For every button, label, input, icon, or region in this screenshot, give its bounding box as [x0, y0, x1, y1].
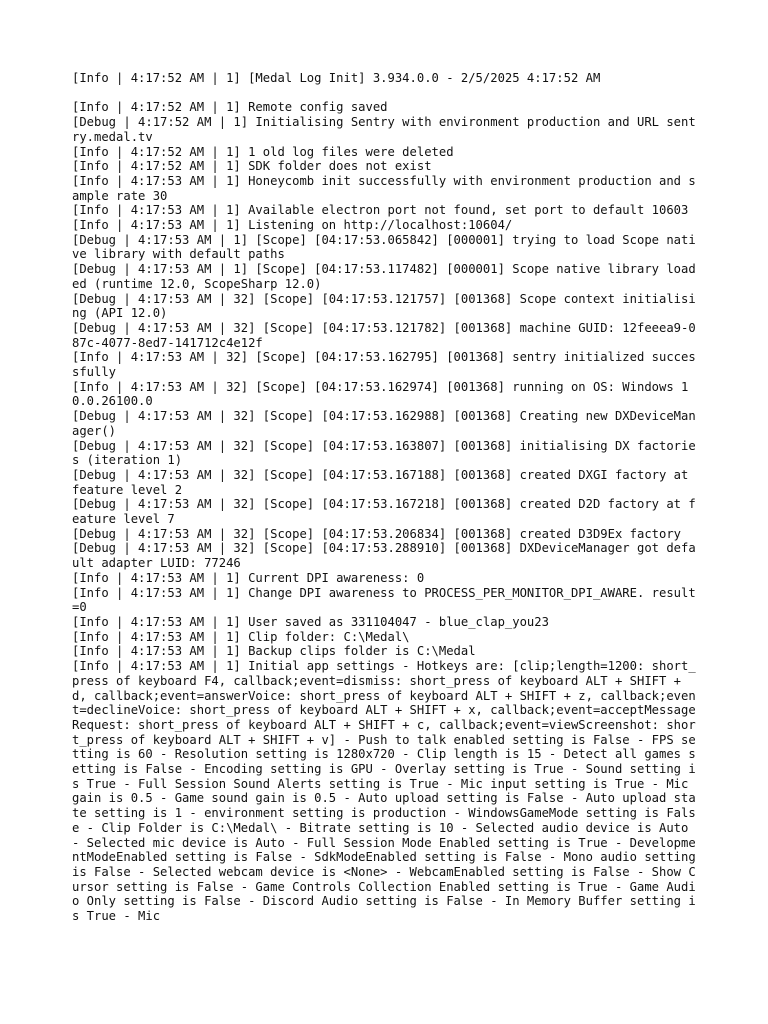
log-line: [Debug | 4:17:53 AM | 32] [Scope] [04:17:53.163807] [001368] initialising DX factories (iteration 1): [72, 438, 696, 468]
log-line: [Info | 4:17:53 AM | 32] [Scope] [04:17:53.162974] [001368] running on OS: Windows 10.0.26100.0: [72, 379, 689, 409]
log-line: [Info | 4:17:53 AM | 1] User saved as 331104047 - blue_clap_you23: [72, 615, 549, 629]
log-line: [Info | 4:17:53 AM | 1] Clip folder: C:\Medal\: [72, 629, 410, 644]
log-line: [Info | 4:17:53 AM | 1] Change DPI awareness to PROCESS_PER_MONITOR_DPI_AWARE. result=0: [72, 585, 696, 615]
log-header-line: [Info | 4:17:52 AM | 1] [Medal Log Init] 3.934.0.0 - 2/5/2025 4:17:52 AM: [72, 71, 601, 85]
log-line: [Debug | 4:17:53 AM | 1] [Scope] [04:17:53.117482] [000001] Scope native library loaded (runtime 12.0, ScopeSharp 12.0): [72, 262, 696, 291]
blank-line: [72, 86, 702, 101]
log-line: [Info | 4:17:52 AM | 1] SDK folder does not exist: [72, 159, 432, 174]
log-line: [Info | 4:17:53 AM | 32] [Scope] [04:17:53.162795] [001368] sentry initialized successfully: [72, 350, 696, 380]
log-line: [Info | 4:17:53 AM | 1] Listening on http://localhost:10604/: [72, 218, 513, 233]
log-line: [Info | 4:17:53 AM | 1] Current DPI awareness: 0: [72, 570, 425, 585]
log-line: [Debug | 4:17:53 AM | 32] [Scope] [04:17:53.121757] [001368] Scope context initialising (API 12.0): [72, 291, 696, 321]
log-line: [Debug | 4:17:53 AM | 32] [Scope] [04:17:53.288910] [001368] DXDeviceManager got default adapter LUID: 77246: [72, 541, 696, 571]
log-document: [72, 71, 702, 924]
log-line: [Info | 4:17:53 AM | 1] Initial app settings - Hotkeys are: [clip;length=1200: short_press of keyboard F4, callback;event=dismiss: short_press of keyboard ALT + SHIFT + d, callback;event=answerVoice: short_press of keyboard ALT + SHIFT + z, callback;event=declineVoice: short_press of keyboard ALT + SHIFT + x, callback;event=acceptMessageRequest: short_press of keyboard ALT + SHIFT + c, callback;event=viewScreenshot: short_press of keyboard ALT + SHIFT + v] - Push to talk enabled setting is False - FPS setting is 60 - Resolution setting is 1280x720 - Clip length is 15 - Detect all games setting is False - Encoding setting is GPU - Overlay setting is True - Sound setting is True - Full Session Sound Alerts setting is True - Mic input setting is True - Mic gain is 0.5 - Game sound gain is 0.5 - Auto upload setting is False - Auto upload state setting is 1 - environment setting is production - WindowsGameMode setting is False - Clip Folder is C:\Medal\ - Bitrate setting is 10 - Selected audio device is Auto - Selected mic device is Auto - Full Session Mode Enabled setting is True - DevelopmentModeEnabled setting is False - SdkModeEnabled setting is False - Mono audio setting is False - Selected webcam device is <None> - WebcamEnabled setting is False - Show Cursor setting is False - Game Controls Collection Enabled setting is True - Game Audio Only setting is False - Discord Audio setting is False - In Memory Buffer setting is True - Mic: [72, 659, 704, 924]
log-line: [Debug | 4:17:53 AM | 32] [Scope] [04:17:53.162988] [001368] Creating new DXDeviceManager(): [72, 409, 696, 438]
log-line: [Debug | 4:17:52 AM | 1] Initialising Sentry with environment production and URL sentry.medal.tv: [72, 115, 696, 144]
log-line: [Info | 4:17:52 AM | 1] Remote config saved: [72, 100, 388, 115]
log-line: [Info | 4:17:52 AM | 1] 1 old log files were deleted: [72, 144, 454, 159]
log-line: [Debug | 4:17:53 AM | 32] [Scope] [04:17:53.167188] [001368] created DXGI factory at feature level 2: [72, 467, 696, 497]
log-line: [Debug | 4:17:53 AM | 32] [Scope] [04:17:53.121782] [001368] machine GUID: 12feeea9-087c-4077-8ed7-141712c4e12f: [72, 320, 696, 350]
log-line: [Info | 4:17:53 AM | 1] Honeycomb init successfully with environment production and sample rate 30: [72, 173, 696, 203]
log-line: [Debug | 4:17:53 AM | 1] [Scope] [04:17:53.065842] [000001] trying to load Scope native library with default paths: [72, 232, 696, 262]
log-line: [Info | 4:17:53 AM | 1] Available electron port not found, set port to default 10603: [72, 203, 689, 218]
log-line: [Debug | 4:17:53 AM | 32] [Scope] [04:17:53.167218] [001368] created D2D factory at feature level 7: [72, 497, 696, 527]
log-line: [Info | 4:17:53 AM | 1] Backup clips folder is C:\Medal: [72, 644, 476, 659]
log-line: [Debug | 4:17:53 AM | 32] [Scope] [04:17:53.206834] [001368] created D3D9Ex factory: [72, 526, 682, 541]
